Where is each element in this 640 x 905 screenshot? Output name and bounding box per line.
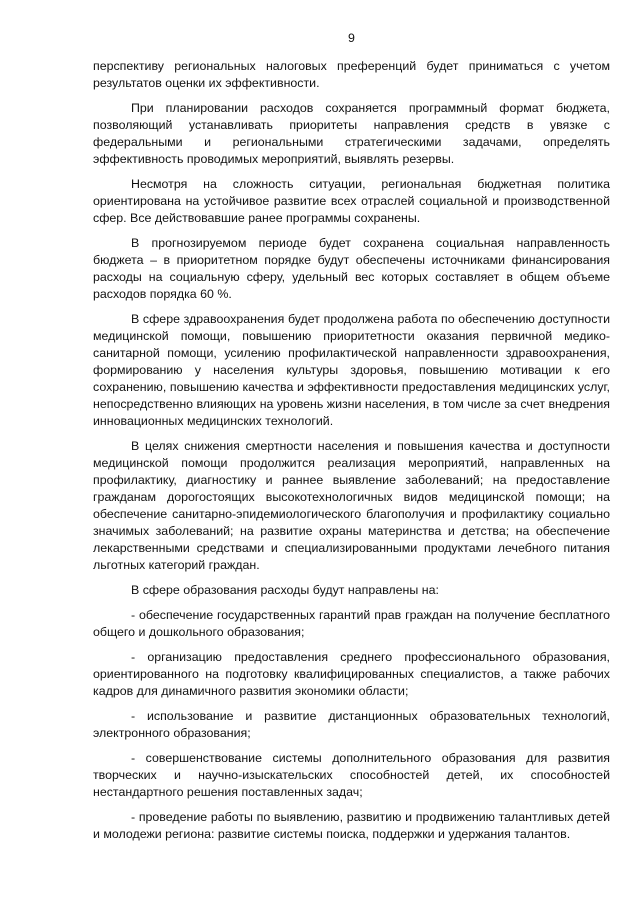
paragraph-1: перспективу региональных налоговых преференций будет приниматься с учетом результатов оценки их эффективности. xyxy=(93,59,610,90)
paragraph-5: В сфере здравоохранения будет продолжена работа по обеспечению доступности медицинской помощи, повышению приоритетности оказания первичной медико-санитарной помощи, усилению профилактической направленности здравоохранения, формированию у населения культуры здоровья, повышению мотивации к его сохранению, повышению качества и эффективности предоставления медицинских услуг, непосредственно влияющих на уровень жизни населения, в том числе за счет внедрения инновационных медицинских технологий. xyxy=(93,312,610,428)
paragraph-3: Несмотря на сложность ситуации, региональная бюджетная политика ориентирована на устойчивое развитие всех отраслей социальной и производственной сфер. Все действовавшие ранее программы сохранены. xyxy=(93,177,610,225)
list-item-5: - проведение работы по выявлению, развитию и продвижению талантливых детей и молодежи региона: развитие системы поиска, поддержки и удержания талантов. xyxy=(93,810,610,841)
paragraph-6: В целях снижения смертности населения и повышения качества и доступности медицинской помощи продолжится реализация мероприятий, направленных на профилактику, диагностику и раннее выявление заболеваний; на предоставление гражданам дорогостоящих высокотехнологичных видов медицинской помощи; на обеспечение санитарно-эпидемиологического благополучия и профилактику социально значимых заболеваний; на развитие охраны материнства и детства; на обеспечение лекарственными средствами и специализированными продуктами лечебного питания льготных категорий граждан. xyxy=(93,439,610,572)
list-item-2: - организацию предоставления среднего профессионального образования, ориентированного на подготовку квалифицированных специалистов, а также рабочих кадров для динамичного развития экономики области; xyxy=(93,650,610,698)
paragraph-2: При планировании расходов сохраняется программный формат бюджета, позволяющий устанавливать приоритеты направления средств в увязке с федеральными и региональными стратегическими задачами, определять эффективность проводимых мероприятий, выявлять резервы. xyxy=(93,101,610,166)
list-item-3: - использование и развитие дистанционных образовательных технологий, электронного образования; xyxy=(93,709,610,740)
paragraph-7: В сфере образования расходы будут направлены на: xyxy=(131,583,439,597)
list-item-4: - совершенствование системы дополнительного образования для развития творческих и научно-изыскательских способностей детей, их способностей нестандартного решения поставленных задач; xyxy=(93,751,610,799)
paragraph-4: В прогнозируемом периоде будет сохранена социальная направленность бюджета – в приоритетном порядке будут обеспечены источниками финансирования расходы на социальную сферу, удельный вес которых составляет в общем объеме расходов порядка 60 %. xyxy=(93,236,610,301)
list-item-1: - обеспечение государственных гарантий прав граждан на получение бесплатного общего и дошкольного образования; xyxy=(93,608,610,639)
page-number: 9 xyxy=(348,31,355,45)
